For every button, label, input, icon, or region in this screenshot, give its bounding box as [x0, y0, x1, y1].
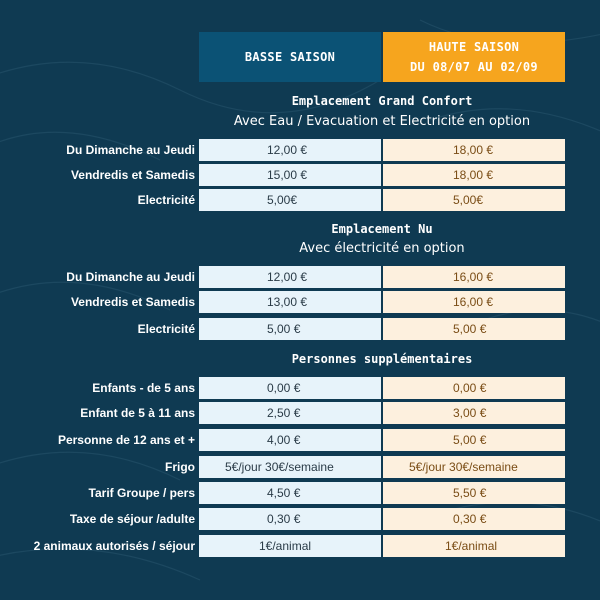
table-row — [0, 535, 600, 557]
haute-value: 0,00 € — [383, 377, 565, 399]
table-row — [0, 456, 600, 478]
basse-value: 15,00 € — [199, 164, 381, 186]
row-label: Personne de 12 ans et + — [57, 433, 195, 447]
header-haute-saison — [383, 32, 565, 82]
haute-value: 5,00€ — [383, 189, 565, 211]
haute-value: 16,00 € — [383, 266, 565, 288]
section-title-personnes-supplementaires: Personnes supplémentaires — [291, 352, 473, 366]
haute-value: 5€/jour 30€/semaine — [383, 456, 565, 478]
basse-value: 1€/animal — [199, 535, 381, 557]
haute-value: 18,00 € — [383, 164, 565, 186]
haute-value: 5,00 € — [383, 318, 565, 340]
table-row — [0, 139, 600, 161]
header-haute-dates: DU 08/07 AU 02/09 — [410, 60, 538, 74]
basse-value: 12,00 € — [199, 266, 381, 288]
table-row — [0, 482, 600, 504]
row-label: 2 animaux autorisés / séjour — [33, 539, 195, 553]
section-title-emplacement-nu: Emplacement Nu — [331, 222, 433, 236]
table-row — [0, 318, 600, 340]
basse-value: 2,50 € — [199, 402, 381, 424]
haute-value: 5,00 € — [383, 429, 565, 451]
row-label: Enfants - de 5 ans — [92, 381, 195, 395]
section-subtitle-grand-confort: Avec Eau / Evacuation et Electricité en option — [233, 114, 531, 129]
table-row — [0, 402, 600, 424]
basse-value: 0,30 € — [199, 508, 381, 530]
basse-value: 4,50 € — [199, 482, 381, 504]
row-label: Enfant de 5 à 11 ans — [80, 406, 195, 420]
header-basse-saison — [199, 32, 381, 82]
haute-value: 0,30 € — [383, 508, 565, 530]
basse-value: 4,00 € — [199, 429, 381, 451]
section-subtitle-emplacement-nu: Avec électricité en option — [299, 241, 465, 256]
row-label: Vendredis et Samedis — [70, 295, 195, 309]
table-row — [0, 429, 600, 451]
row-label: Du Dimanche au Jeudi — [66, 270, 195, 284]
table-row — [0, 164, 600, 186]
table-row — [0, 291, 600, 313]
row-label: Electricité — [137, 193, 195, 207]
haute-value: 1€/animal — [383, 535, 565, 557]
table-row — [0, 266, 600, 288]
basse-value: 5,00€ — [199, 189, 381, 211]
haute-value: 18,00 € — [383, 139, 565, 161]
header-haute-label: HAUTE SAISON — [428, 40, 520, 54]
section-title-grand-confort: Emplacement Grand Confort — [291, 94, 473, 108]
row-label: Vendredis et Samedis — [70, 168, 195, 182]
header-basse-label: BASSE SAISON — [244, 50, 336, 64]
row-label: Du Dimanche au Jeudi — [66, 143, 195, 157]
row-label: Tarif Groupe / pers — [88, 486, 195, 500]
table-row — [0, 508, 600, 530]
table-row — [0, 377, 600, 399]
haute-value: 16,00 € — [383, 291, 565, 313]
basse-value: 5€/jour 30€/semaine — [199, 456, 381, 478]
table-row — [0, 189, 600, 211]
basse-value: 5,00 € — [199, 318, 381, 340]
row-label: Electricité — [137, 322, 195, 336]
basse-value: 12,00 € — [199, 139, 381, 161]
basse-value: 0,00 € — [199, 377, 381, 399]
basse-value: 13,00 € — [199, 291, 381, 313]
haute-value: 5,50 € — [383, 482, 565, 504]
row-label: Taxe de séjour /adulte — [69, 512, 195, 526]
row-label: Frigo — [165, 460, 195, 474]
haute-value: 3,00 € — [383, 402, 565, 424]
